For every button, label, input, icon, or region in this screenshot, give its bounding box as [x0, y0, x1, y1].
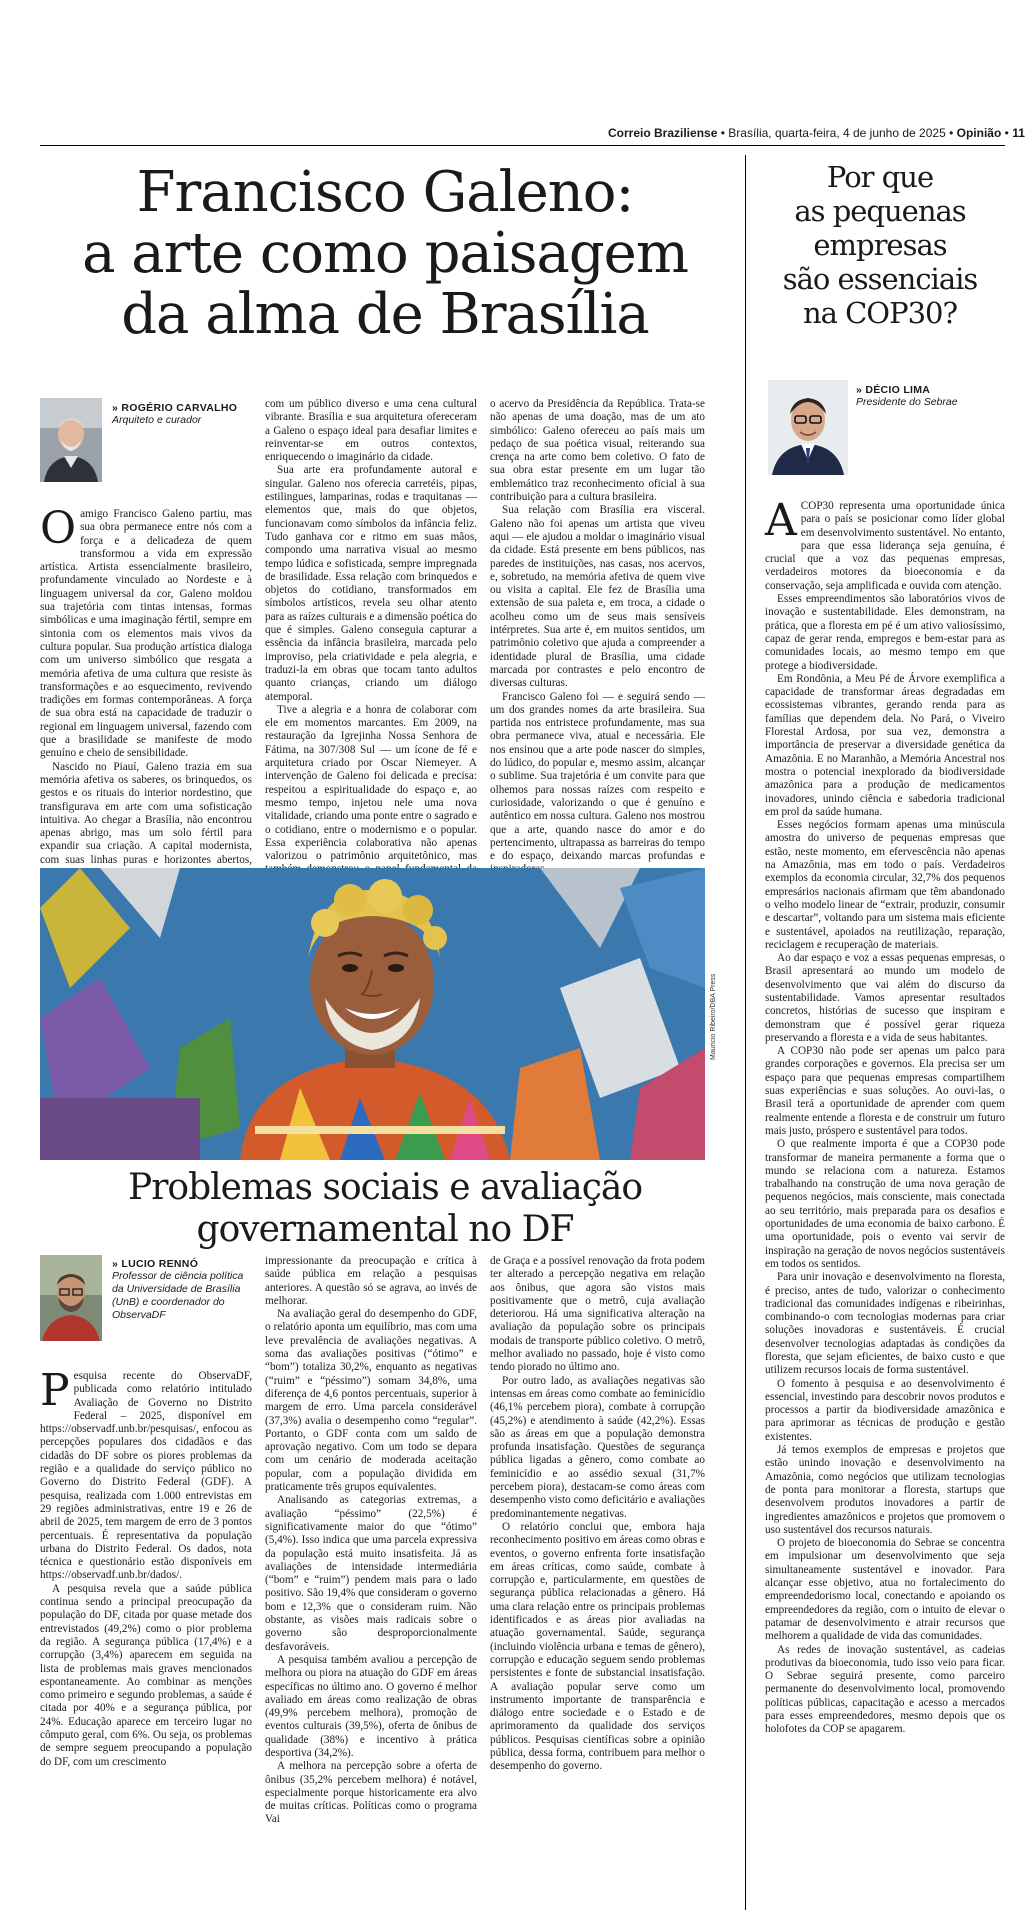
headline-line: as pequenas	[794, 194, 966, 228]
author-block	[112, 1258, 252, 1322]
author-name: » DÉCIO LIMA	[856, 384, 931, 396]
paragraph: o acervo da Presidência da República. Trata-se não apenas de uma doação, mas de um ato simbólico: Galeno ofereceu ao país mais um pedaço de sua poética visual, reiterando sua crença na arte como bem coletivo. O fato de sua obra estar presente em um lugar tão emblemático traz reconhecimento oficial à sua contribuição para a cultura brasileira.	[490, 398, 705, 504]
dropcap: A	[765, 495, 797, 546]
article1-column-3	[490, 398, 705, 864]
paragraph: com um público diverso e uma cena cultural vibrante. Brasília e sua arquitetura ofereceram a Galeno o espaço ideal para desafiar limites e reinventar-se em outros contextos, enriquecendo o imaginário da cidade.	[265, 398, 477, 464]
headline-line: Por que	[826, 160, 934, 194]
author-photo-decio	[768, 380, 848, 475]
header-separator: •	[720, 126, 725, 140]
page-number: 11	[1012, 126, 1025, 140]
paragraph: impressionante da preocupação e crítica à saúde pública em relação a pesquisas anteriores. A questão só se agrava, ao invés de melhorar.	[265, 1255, 477, 1307]
paragraph: Sua relação com Brasília era visceral. Galeno não foi apenas um artista que viveu aqui — ele ajudou a moldar o imaginário visual da cidade. Está presente em bens públicos, nas paredes de instituições, nas casas, nos acervos, e, sobretudo, na memória afetiva de quem vive ou visita a capital. Ele fez de Brasília uma extensão de sua paleta e, em troca, a cidade o acolheu como um de seus mais sensíveis intérpretes. Sua arte é, em muitos sentidos, um patrimônio coletivo que ajuda a compreender a identidade plural de Brasília, uma cidade marcada por contrastes e pelo encontro de diversas culturas.	[490, 504, 705, 690]
dropcap: O	[40, 503, 77, 554]
article1-headline	[40, 162, 730, 345]
author-role: Professor de ciência política da Universidade de Brasília (UnB) e coordenador do ObservaDF	[112, 1270, 244, 1321]
header-separator: •	[1004, 126, 1009, 140]
author-role: Arquiteto e curador	[112, 414, 202, 426]
headline-line: empresas	[813, 228, 947, 262]
article2-column-1	[40, 1365, 252, 1910]
headline-line: da alma de Brasília	[121, 282, 649, 347]
paragraph: O relatório conclui que, embora haja reconhecimento positivo em áreas como obras e eventos, o governo enfrenta forte insatisfação em áreas críticas, como saúde, combate à corrupção e, particularmente, em questões de segurança pública relacionadas a gênero. Há uma clara relação entre os principais problemas identificados e as áreas pior avaliadas na atuação governamental. Saúde, segurança (incluindo violência urbana e temas de gênero), corrupção e educação seguem sendo problemas persistentes e fonte de substancial insatisfação. A avaliação popular serve como um instrumento importante de transparência e diálogo entre sociedade e o Estado e de aprimoramento da qualidade dos serviços públicos. Pesquisas científicas sobre a opinião pública, dessa forma, contribuem para melhor o desempenho do governo.	[490, 1520, 705, 1773]
author-photo-rogerio	[40, 398, 102, 482]
author-name: » LUCIO RENNÓ	[112, 1258, 199, 1270]
headline-line: na COP30?	[802, 296, 958, 330]
section-name: Opinião	[956, 126, 1002, 140]
article3-headline	[760, 160, 1000, 330]
author-role: Presidente do Sebrae	[856, 396, 958, 408]
paragraph: Em Rondônia, a Meu Pé de Árvore exemplifica a capacidade de transformar áreas degradadas em ecossistemas vibrantes, gerando renda para as famílias que dependem dela. No Pará, o Viveiro Florestal Ardosa, por sua vez, demonstra a importância de preservar a diversidade genética da Amazônia. E no Maranhão, a Memória Ancestral nos mostra o potencial inexplorado da biodiversidade amazônica para a produção de medicamentos inovadores, unindo ciência e sabedoria tradicional em prol da saúde humana.	[765, 672, 1005, 818]
paragraph: O fomento à pesquisa e ao desenvolvimento é essencial, investindo para descobrir novos produtos e processos a partir da biodiversidade amazônica e para aprimorar as técnicas de produção e gestão existentes.	[765, 1377, 1005, 1443]
paragraph: Na avaliação geral do desempenho do GDF, o relatório aponta um equilíbrio, mas com uma leve prevalência de avaliações negativas. A soma das avaliações positivas (“ótimo” e “bom”) totaliza 30,2%, enquanto as negativas (“ruim” e “péssimo”) somam 34,8%, uma diferença de 4,6 pontos percentuais, superior à margem de erro. Uma parcela considerável (37,3%) avalia o desempenho como “regular”. Portanto, o GDF conta com um saldo de aprovação negativo. Com um todo se depara com um cenário de moderada aceitação popular, com a população dividida em praticamente três grupos equivalentes.	[265, 1308, 477, 1494]
paragraph: A pesquisa revela que a saúde pública continua sendo a principal preocupação da população do DF, citada por quase metade dos entrevistados (49,2%) como o pior problema da região. A segurança pública (17,4%) e a corrupção (3,4%) aparecem em seguida na lista de problemas mais graves mencionados espontaneamente. Ao combinar as menções como primeiro e segundo problemas, a saúde é citada por 40% e a segurança pública, por 24%. Educação aparece em terceiro lugar no cômputo geral, com 6%. Ou seja, os problemas de sempre seguem preocupando a população do DF, com um crescimento	[40, 1582, 252, 1768]
dateline: Brasília, quarta-feira, 4 de junho de 2025	[728, 126, 946, 140]
headline-line: governamental no DF	[196, 1209, 574, 1250]
headline-line: Problemas sociais e avaliação	[127, 1167, 642, 1208]
article1-column-2	[265, 398, 477, 864]
paragraph: A pesquisa também avaliou a percepção de melhora ou piora na atuação do GDF em áreas específicas no último ano. O governo é melhor avaliado em áreas como realização de obras (49,9% percebem melhora), promoção de eventos culturais (39,5%), oferta de ônibus de qualidade (38%) e incentivo à prática desportiva (34,2%).	[265, 1653, 477, 1759]
headline-line: a arte como paisagem	[82, 221, 688, 286]
header-separator: •	[949, 126, 954, 140]
page-header	[608, 126, 1025, 140]
paragraph: A melhora na percepção sobre a oferta de ônibus (35,2% percebem melhora) é notável, especialmente porque historicamente era alvo de muitas críticas. Políticas como o programa Vai	[265, 1760, 477, 1826]
paragraph: Por outro lado, as avaliações negativas são intensas em áreas como combate ao feminicídio (46,1% percebem piora), combate à corrupção (45,2%) e atendimento à saúde (42,2%). Essas são as áreas em que a população demonstra profunda insatisfação. Questões de segurança pública ligadas a gênero, como combate ao feminicídio e ao assédio sexual (31,7% percebem piora), destacam-se como áreas com desempenho visto como deficitário e avaliações predominantemente negativas.	[490, 1374, 705, 1520]
paragraph: Sua arte era profundamente autoral e singular. Galeno nos oferecia carretéis, pipas, estilingues, lamparinas, rodas e traquitanas — elementos que, mais do que objetos, funcionavam como símbolos da infância feliz. Tudo ganhava cor e ritmo em suas mãos, compondo uma narrativa visual ao mesmo tempo lúdica e sofisticada, sempre impregnada de brasilidade. Essa relação com brinquedos e objetos do cotidiano, transformados em símbolos artísticos, revela seu olhar atento para as raízes culturais e a dimensão poética do que é simples. Galeno conseguia capturar a essência da infância brasileira, marcada pelo improviso, pela criatividade e pela alegria, e traduzi-la em obras que tocam tanto adultos quanto crianças, criando um diálogo atemporal.	[265, 464, 477, 703]
paragraph: Analisando as categorias extremas, a avaliação “péssimo” (22,5%) é significativamente maior do que “ótimo” (5,4%). Isso indica que uma parcela expressiva da população está muito insatisfeita. Já as avaliações de intensidade intermediária (“bom” e “ruim”) pendem mais para o lado positivo. São 19,4% que consideram o governo bom e 12,3% que o consideram ruim. Não obstante, as visões mais radicais sobre o governo são desproporcionalmente desfavoráveis.	[265, 1494, 477, 1653]
paragraph: A COP30 não pode ser apenas um palco para grandes corporações e governos. Ela precisa ser um espaço para que pequenas empresas compartilhem suas experiências e suas soluções. Ao ouvi-las, o Brasil terá a oportunidade de aprender com quem realmente entende a floresta e de construir um futuro mais justo, próspero e sustentável para todos.	[765, 1045, 1005, 1137]
paragraph: Francisco Galeno foi — e seguirá sendo — um dos grandes nomes da arte brasileira. Sua partida nos entristece profundamente, mas sua obra permanece viva, atual e necessária. Ele nos ensinou que a arte pode nascer do simples, do lúdico, do popular e, mesmo assim, alcançar o sublime. Sua trajetória é um convite para que olhemos para nossas raízes com respeito e curiosidade, valorizando o que é genuíno e autêntico em nossa cultura. Galeno nos mostrou que a arte, quando nasce do amor e do pertencimento, ultrapassa as barreiras do tempo e do espaço, deixando marcas profundas e	[490, 690, 705, 863]
article3-column	[765, 495, 1005, 1910]
paragraph: O que realmente importa é que a COP30 pode transformar de maneira permanente a forma que o mundo se relaciona com a natureza. Estamos trabalhando na construção de uma nova geração de pequenos negócios, mais consciente, mais conectada ao seu território, mais preparada para os desafios e oportunidades de uma economia de baixo carbono. É uma oportunidade, pois o evento vai servir de inspiração na geração de novos negócios sustentáveis em todos os sentidos.	[765, 1138, 1005, 1270]
header-rule	[40, 145, 1005, 146]
author-photo-lucio	[40, 1255, 102, 1341]
paragraph: O projeto de bioeconomia do Sebrae se concentra em impulsionar um desenvolvimento que seja simultaneamente sustentável e inovador. Para alcançar esse objetivo, atua no fortalecimento do empreendedorismo local, conectando e apoiando os empreendedores da região, com o intuito de elevar o patamar de desenvolvimento e atrair recursos que melhorem a qualidade de vida das comunidades.	[765, 1537, 1005, 1643]
paragraph: Ao dar espaço e voz a essas pequenas empresas, o Brasil apresentará ao mundo um modelo de desenvolvimento que vai além do discurso da sustentabilidade. Vamos apresentar resultados concretos, histórias de sucesso que inspiram e demonstram que é possível gerar riqueza preservando a floresta e a vida de seus habitantes.	[765, 952, 1005, 1044]
author-block	[112, 402, 252, 427]
dropcap: P	[40, 1365, 70, 1416]
paragraph: ACOP30 representa uma oportunidade única para o país se posicionar como líder global em desenvolvimento sustentável. No entanto, para que essa liderança seja genuína, é crucial que a voz das pequenas empresas, verdadeiros motores da bioeconomia e da conservação, seja amplificada e ouvida com atenção.	[765, 495, 1005, 592]
artist-portrait-photo	[40, 868, 705, 1160]
paragraph: Esses empreendimentos são laboratórios vivos de inovação e sustentabilidade. Eles demonstram, na prática, que a floresta em pé é um ativo valiosíssimo, capaz de gerar renda, empregos e bem-estar para as comunidades locais, ao mesmo tempo em que protege a biodiversidade.	[765, 593, 1005, 672]
paragraph: de Graça e a possível renovação da frota podem ter alterado a percepção negativa em relação aos ônibus, que agora são vistos mais positivamente que o metrô, cuja avaliação deteriorou. Há uma significativa alteração na avaliação da população sobre os principais modais de transporte público coletivo. O metrô, melhor avaliado no passado, hoje é visto como tendo piorado no último ano.	[490, 1255, 705, 1374]
photo-credit: Mauricio Ribeiro/DBA Press	[710, 973, 717, 1060]
author-name: » ROGÉRIO CARVALHO	[112, 402, 238, 414]
article2-column-3	[490, 1255, 705, 1910]
paragraph: Nascido no Piauí, Galeno trazia em sua memória afetiva os saberes, os brinquedos, os gestos e os rituais do interior nordestino, que transfigurava em arte com uma sofisticação intuitiva. Ao chegar a Brasília, não encontrou apenas abrigo, mas um solo fértil para expandir sua criação. A capital modernista, com suas linhas puras e horizontes abertos,	[40, 760, 252, 866]
paragraph: As redes de inovação sustentável, as cadeias produtivas da bioeconomia, tudo isso veio para ficar. O Sebrae seguirá presente, como parceiro permanente do desenvolvimento local, promovendo políticas públicas, capacitação e acesso a mercados para esses empreendedores, mesmo depois que os holofotes da COP se apagarem.	[765, 1643, 1005, 1736]
article2-headline	[40, 1167, 730, 1251]
column-divider	[745, 155, 746, 1910]
masthead: Correio Braziliense	[608, 126, 718, 140]
headline-line: são essenciais	[782, 262, 978, 296]
author-block	[856, 384, 1006, 409]
paragraph: Tive a alegria e a honra de colaborar com ele em momentos marcantes. Em 2009, na restauração da Igrejinha Nossa Senhora de Fátima, na 307/308 Sul — um ícone de fé e arquitetura criado por Oscar Niemeyer. A intervenção de Galeno foi delicada e precisa: respeitou a espiritualidade do espaço e, ao mesmo tempo, injetou nele uma nova vitalidade, criando uma ponte entre o sagrado e o cotidiano, entre o modernismo e o popular. Essa experiência colaborativa não apenas valorizou o patrimônio arquitetônico, mas	[265, 703, 477, 863]
paragraph: Para unir inovação e desenvolvimento na floresta, é preciso, antes de tudo, valorizar o conhecimento tradicional das comunidades indígenas e ribeirinhas, combinando-o com tecnologias modernas para criar soluções inovadoras e sustentáveis. É crucial desenvolver tecnologias adaptadas às condições da floresta, que sejam eficientes, de baixo custo e que utilizem recursos locais de forma sustentável.	[765, 1271, 1005, 1377]
paragraph: Já temos exemplos de empresas e projetos que estão unindo inovação e desenvolvimento na Amazônia, como negócios que utilizam tecnologias de ponta para monitorar a floresta, startups que desenvolvem produtos inovadores a partir de ingredientes amazônicos e projetos que promovem o uso sustentável dos recursos naturais.	[765, 1444, 1005, 1536]
paragraph: Oamigo Francisco Galeno partiu, mas sua obra permanece entre nós com a força e a delicadeza de quem transformou a vida em expressão artística. Artista essencialmente brasileiro, profundamente vinculado ao Nordeste e à linguagem universal da cor, Galeno moldou sua trajetória com tintas intensas, formas simbólicas e uma imaginação fértil, sempre em sintonia com os elementos mais vivos da cultura popular. Sua produção artística dialoga com um universo simbólico que resgata a memória afetiva de uma cultura que resiste às transformações e ao esquecimento, revivendo tradições em formas contemporâneas. A força de sua obra está na capacidade de traduzir o regional em linguagem universal, fazendo com que a brasilidade se manifeste de modo genuíno e cheio de sensibilidade.	[40, 503, 252, 760]
article2-column-2	[265, 1255, 477, 1910]
article1-column-1	[40, 503, 252, 866]
paragraph: Esses negócios formam apenas uma minúscula amostra do universo de pequenas empresas que estão, neste momento, em efervescência não apenas na Amazônia, mas em todo o país. Verdadeiros exemplos da economia circular, 32,7% dos pequenos empresários nacionais afirmam que têm abandonado o velho modelo linear de “extrair, produzir, consumir e descartar”, voltando para um sistema mais eficiente e sustentável, apoiados na reutilização, reparação, reciclagem e recuperação de materiais.	[765, 819, 1005, 951]
headline-line: Francisco Galeno:	[136, 160, 634, 225]
paragraph: Pesquisa recente do ObservaDF, publicada como relatório intitulado Avaliação de Governo no Distrito Federal – 2025, disponível em https://observadf.unb.br/pesquisas/, enfocou as percepções populares dos cidadãos e das cidadãs do DF sobre os piores problemas da região e a qualidade do serviço público no Governo do Distrito Federal (GDF). A pesquisa, realizada com 1.000 entrevistas em 29 regiões administrativas, entre 19 e 26 de abril de 2025, tem margem de erro de 3 pontos percentuais. É representativa da população urbana do Distrito Federal. Os dados, nota técnica e questionário estão disponíveis em https://observadf.unb.br/dados/.	[40, 1365, 252, 1582]
